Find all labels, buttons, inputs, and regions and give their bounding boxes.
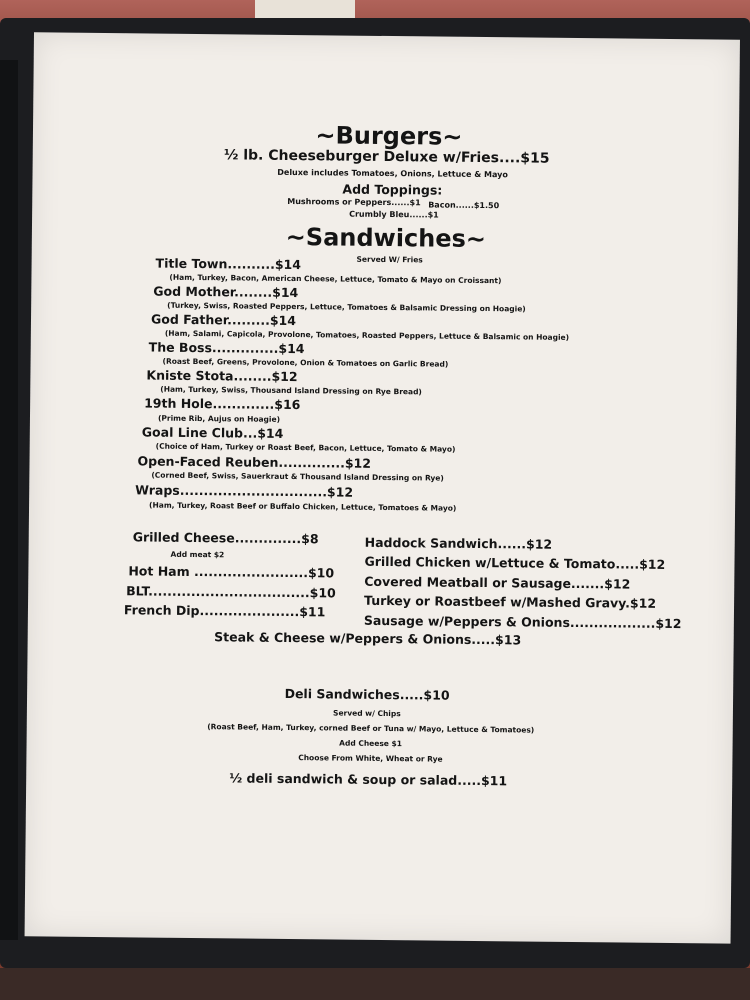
sandwiches-heading: ~Sandwiches~ [285,222,487,254]
deli-half: ½ deli sandwich & soup or salad.....$11 [229,770,508,789]
steak-and-cheese: Steak & Cheese w/Peppers & Onions.....$13 [214,629,522,648]
left-note: Add meat $2 [170,549,225,560]
right-item: Grilled Chicken w/Lettuce & Tomato.....$12 [364,553,666,572]
right-item: Sausage w/Peppers & Onions..................$12 [363,612,682,632]
deluxe-note: Deluxe includes Tomatoes, Onions, Lettuce & Mayo [277,167,508,180]
left-item: Grilled Cheese..............$8 [132,529,319,547]
sandwich-desc: (Prime Rib, Aujus on Hoagie) [157,413,281,424]
binder-spine [0,60,18,940]
deli-add-cheese: Add Cheese $1 [339,738,403,749]
sandwiches-note: Served W/ Fries [356,254,423,265]
sandwich-desc: (Ham, Turkey, Swiss, Thousand Island Dressing on Rye Bread) [160,384,422,397]
deli-served: Served w/ Chips [333,708,401,719]
sandwich-desc: (Choice of Ham, Turkey or Roast Beef, Bacon, Lettuce, Tomato & Mayo) [155,441,456,454]
sandwich-desc: (Roast Beef, Greens, Provolone, Onion & Tomatoes on Garlic Bread) [162,356,449,369]
sandwich-name: 19th Hole.............$16 [144,395,301,413]
table-surface [0,968,750,1000]
topping-bacon: Bacon......$1.50 [428,200,500,211]
right-item: Turkey or Roastbeef w/Mashed Gravy.$12 [364,592,657,611]
sandwich-name: Wraps...............................$12 [135,482,354,500]
sandwich-name: God Father.........$14 [150,311,297,329]
sandwich-desc: (Turkey, Swiss, Roasted Peppers, Lettuce, Tomatoes & Balsamic Dressing on Hoagie) [167,300,526,314]
sandwich-name: Title Town..........$14 [155,255,302,273]
right-item: Covered Meatball or Sausage.......$12 [364,573,631,592]
sandwich-desc: (Ham, Salami, Capicola, Provolone, Tomatoes, Roasted Peppers, Lettuce & Balsamic on Hoagie) [164,328,570,342]
left-item: BLT..................................$10 [126,583,336,601]
left-item: French Dip.....................$11 [123,602,326,620]
menu-page [25,32,740,943]
sandwich-name: Goal Line Club...$14 [141,424,284,441]
sandwich-name: Kniste Stota........$12 [146,367,298,385]
sandwich-desc: (Ham, Turkey, Bacon, American Cheese, Lettuce, Tomato & Mayo on Croissant) [169,272,502,286]
sandwich-name: The Boss..............$14 [148,339,305,357]
deli-bread: Choose From White, Wheat or Rye [298,753,443,764]
right-item: Haddock Sandwich......$12 [364,534,553,552]
topping-bleu: Crumbly Bleu......$1 [349,209,439,220]
left-item: Hot Ham ........................$10 [128,563,335,581]
topping-mushrooms: Mushrooms or Peppers......$1 [287,196,421,208]
sandwich-name: Open-Faced Reuben..............$12 [137,453,372,471]
sandwich-desc: (Ham, Turkey, Roast Beef or Buffalo Chicken, Lettuce, Tomatoes & Mayo) [149,500,457,513]
deli-desc: (Roast Beef, Ham, Turkey, corned Beef or Tuna w/ Mayo, Lettuce & Tomatoes) [207,722,535,735]
sandwich-name: God Mother........$14 [153,283,299,301]
sandwich-desc: (Corned Beef, Swiss, Sauerkraut & Thousand Island Dressing on Rye) [151,470,444,483]
deli-title: Deli Sandwiches.....$10 [284,685,450,703]
add-toppings-label: Add Toppings: [342,181,443,198]
cheeseburger-item: ½ lb. Cheeseburger Deluxe w/Fries....$15 [223,147,550,167]
burgers-heading: ~Burgers~ [315,121,463,151]
